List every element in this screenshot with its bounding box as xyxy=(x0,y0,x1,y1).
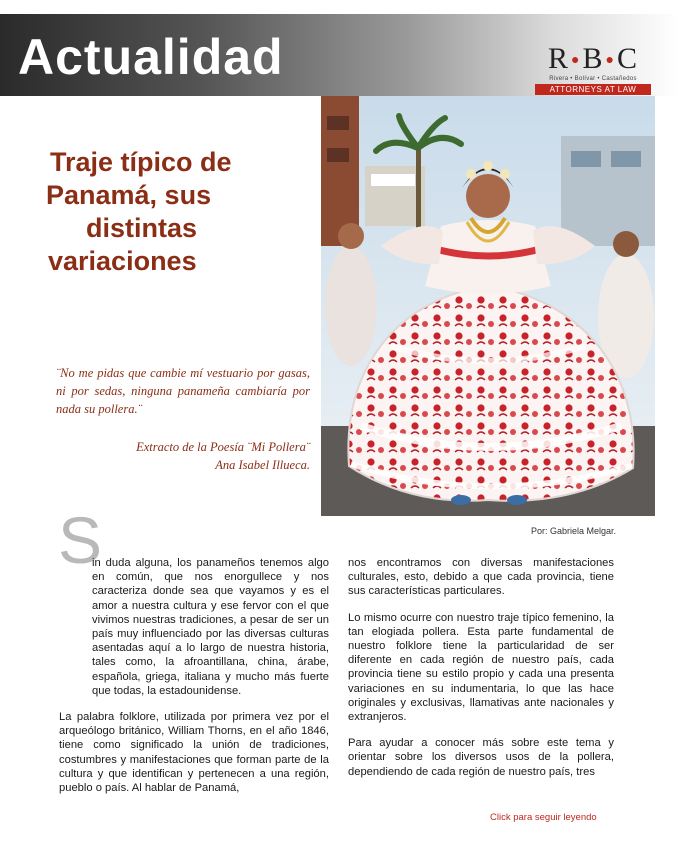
paragraph: La palabra folklore, utilizada por primera vez por el arqueólogo británico, William Thorns, en el año 1846, tiene como significado la unión de tradiciones, costumbres y manifestaciones que forman parte de la cultura y que identifican y pertenecen a una región, pueblo o país. Al hablar de Panamá, xyxy=(59,711,329,795)
byline: Por: Gabriela Melgar. xyxy=(530,526,616,536)
logo-subtitle: Rivera • Bolívar • Castañedos xyxy=(549,76,637,82)
title-line: variaciones xyxy=(48,245,197,276)
paragraph: Para ayudar a conocer más sobre este tema y orientar sobre los diversos usos de la pollera, dependiendo de cada región de nuestro país, tres xyxy=(348,737,614,778)
logo-tagline: ATTORNEYS AT LAW xyxy=(535,84,651,95)
header-banner xyxy=(0,14,679,96)
paragraph: in duda alguna, los panameños tenemos algo en común, que nos enorgullece y nos caracteriza donde sea que vayamos y es el amor a nuestra cultura y ese fervor con el que vivimos nuestras tradiciones, a pesar de ser un país muy influenciado por las diversas culturas asentadas aquí a lo largo de nuestra historia, tales como, la afroantillana, china, árabe, española, griega, italiana y mucho más fuerte que todas, la estadounidense. xyxy=(92,557,329,697)
quote-source-title: Extracto de la Poesía ¨Mi Pollera¨ xyxy=(136,440,310,454)
logo-letter-b: B xyxy=(582,42,604,75)
pollera-photo xyxy=(321,96,655,516)
quote-source xyxy=(56,438,310,474)
logo-letter-c: C xyxy=(616,42,638,75)
quote-source-author: Ana Isabel Illueca. xyxy=(215,458,310,472)
body-column-left xyxy=(59,556,329,807)
rbc-logo xyxy=(535,44,651,95)
title-line: Panamá, sus xyxy=(46,179,212,210)
title-line: distintas xyxy=(86,212,198,243)
body-column-right xyxy=(348,556,614,791)
section-title: Actualidad xyxy=(18,29,284,85)
logo-dot-icon: ● xyxy=(571,53,581,69)
paragraph: Lo mismo ocurre con nuestro traje típico femenino, la tan elogiada pollera. Esta parte fundamental de nuestro folklore tiene la particularidad de ser diferente en cada región de nuestro país, cada provincia tiene su estilo propio y cada una presenta variaciones en su indumentaria, lo que las hace originales y exclusivas, llamativas ante nacionales y extranjeros. xyxy=(348,611,614,724)
title-line: Traje típico de xyxy=(50,147,232,177)
logo-dot-icon: ● xyxy=(605,53,615,69)
article-title xyxy=(46,146,286,278)
logo-letter-r: R xyxy=(548,42,570,75)
drop-cap: S xyxy=(58,503,103,577)
paragraph: nos encontramos con diversas manifestaciones culturales, esto, debido a que cada provincia, tiene sus características particulares. xyxy=(348,557,614,598)
continue-reading-link[interactable]: Click para seguir leyendo xyxy=(490,812,597,823)
poem-quote: ¨No me pidas que cambie mí vestuario por gasas, ni por sedas, ninguna panameña cambiaría por nada su pollera.¨ xyxy=(56,366,310,416)
logo-letters xyxy=(535,44,651,74)
